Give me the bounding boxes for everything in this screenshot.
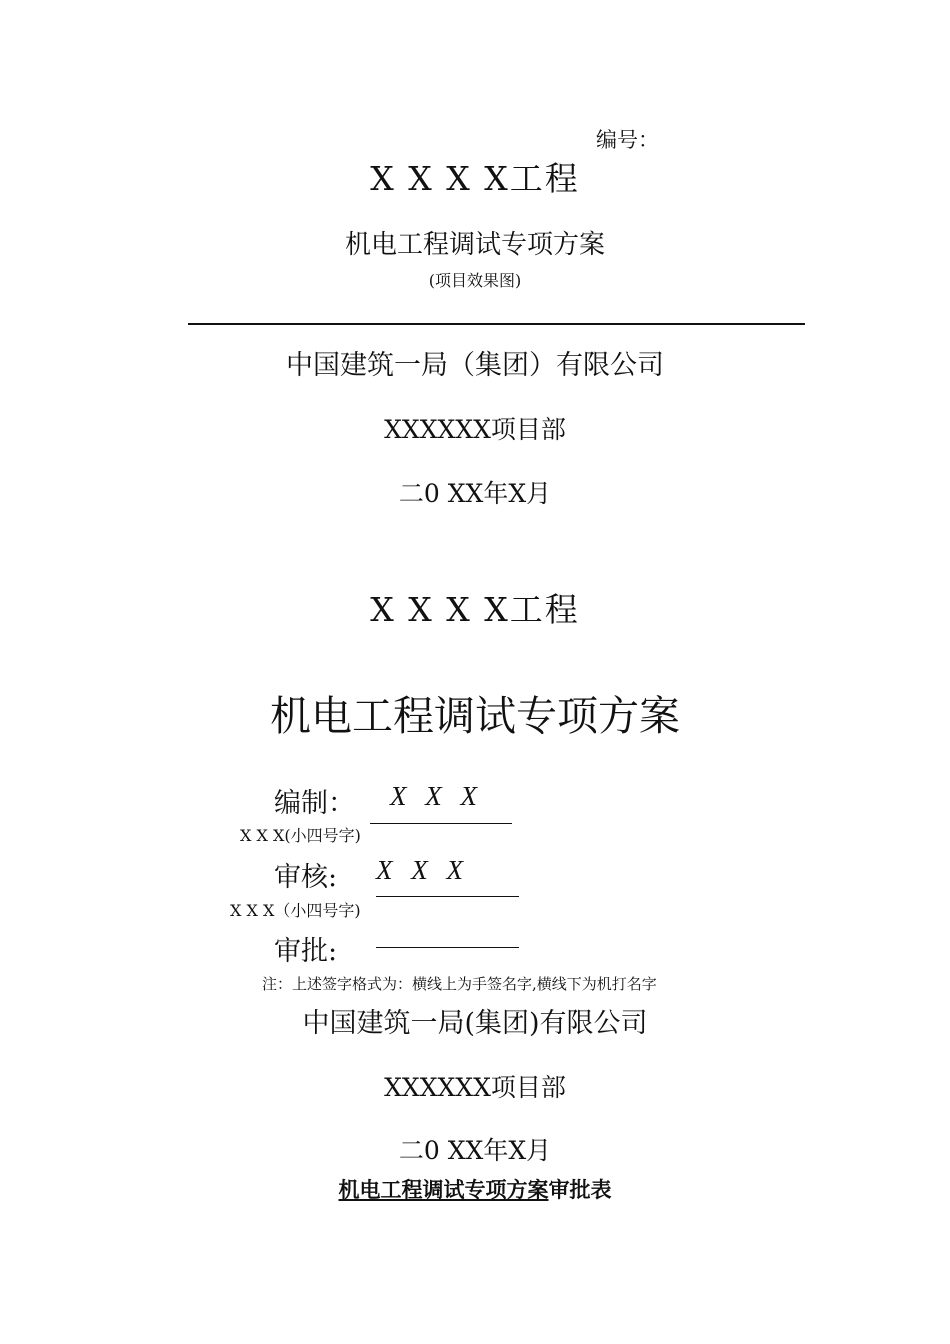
review-signature: X X X [376,855,469,885]
approval-table-title-main: 机电工程调试专项方案 [338,1177,549,1202]
title-page-project-name: X X X X工程 [370,590,580,629]
divider [188,323,805,325]
review-label: 审核: [274,862,338,893]
review-print-name: X X X（小四号字) [230,901,361,920]
signature-note: 注：上述签字格式为：横线上为手签名字,横线下为机打名字 [262,975,657,993]
title-page-company-name: 中国建筑一局(集团)有限公司 [302,1008,648,1039]
plan-title: 机电工程调试专项方案 [344,230,605,260]
compile-signature-line [370,823,512,824]
company-name: 中国建筑一局（集团）有限公司 [286,350,664,381]
title-page-date: 二0 XX年X月 [398,1136,552,1165]
review-signature-line [376,896,519,897]
department-name: XXXXXX项目部 [384,415,566,444]
date: 二0 XX年X月 [398,479,552,508]
approve-label: 审批: [274,936,338,967]
effect-image-note: (项目效果图) [428,271,522,290]
compile-label: 编制： [274,788,355,819]
project-name: X X X X工程 [370,159,580,198]
approval-table-title-suffix: 审批表 [548,1177,612,1202]
title-page-department-name: XXXXXX项目部 [384,1073,566,1102]
approve-signature-line [376,947,519,948]
title-page-plan-title: 机电工程调试专项方案 [270,692,680,740]
approval-table-title [0,1174,950,1204]
compile-print-name: X X X(小四号字) [240,826,361,845]
compile-signature: X X X [390,781,483,811]
number-label: 编号： [596,128,659,152]
